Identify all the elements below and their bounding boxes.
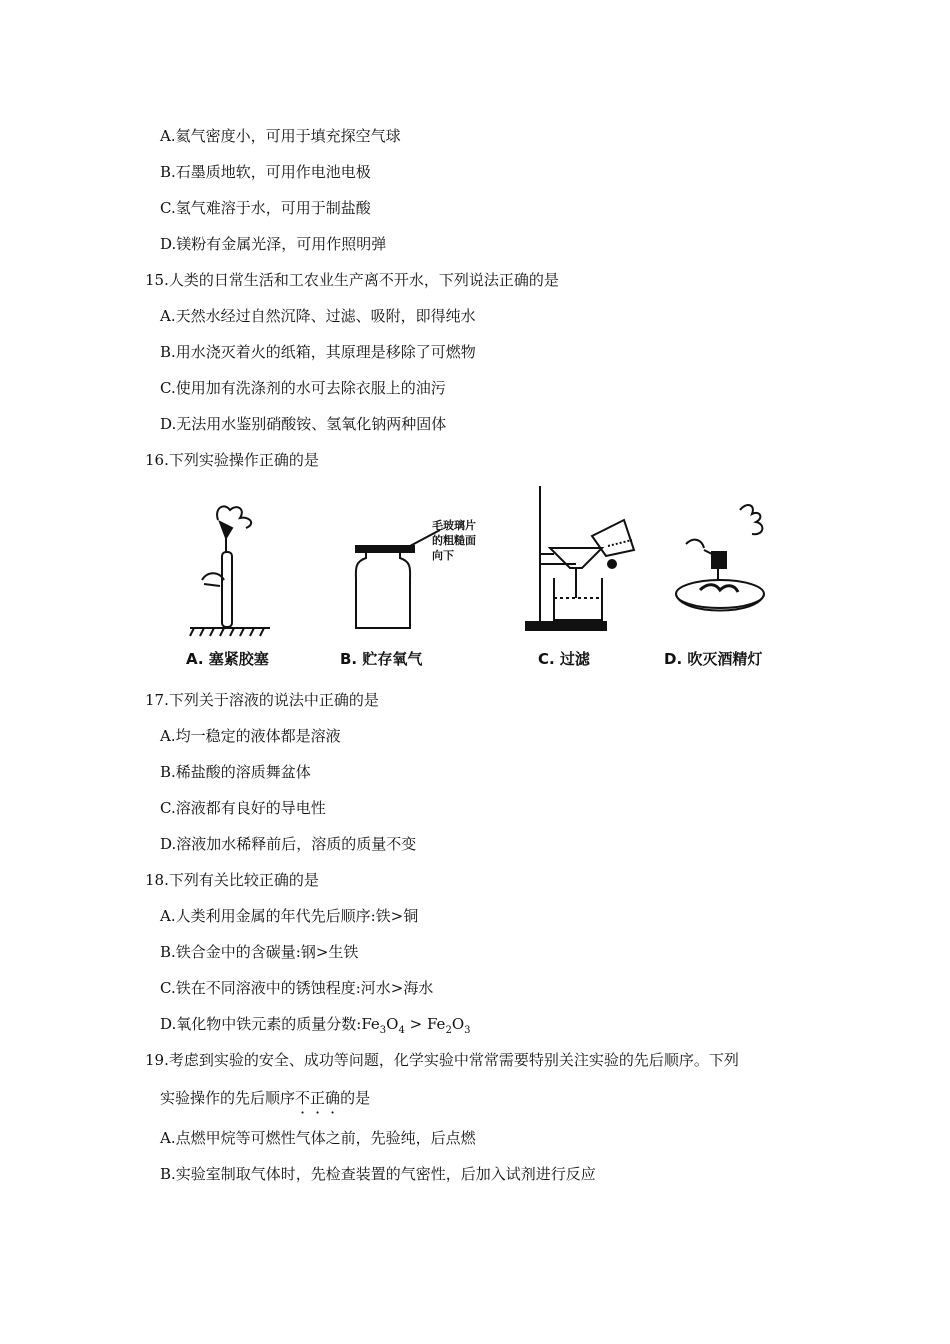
- figure-c: [520, 480, 680, 670]
- q14-option-c: C.氢气难溶于水，可用于制盐酸: [160, 199, 371, 217]
- alcohol-lamp-illustration: [660, 480, 820, 640]
- caption-d: D. 吹灭酒精灯: [664, 650, 763, 668]
- q17-option-a: A.均一稳定的液体都是溶液: [160, 727, 341, 745]
- q18-stem: 18.下列有关比较正确的是: [145, 871, 319, 889]
- q18-option-b: B.铁合金中的含碳量:钢>生铁: [160, 943, 359, 961]
- q15-option-d: D.无法用水鉴别硝酸铵、氢氧化钠两种固体: [160, 415, 447, 433]
- greater-than: >: [404, 1015, 427, 1033]
- glass-plate-note: 毛玻璃片 的粗糙面 向下: [432, 519, 476, 562]
- q19-option-a: A.点燃甲烷等可燃性气体之前，先验纯，后点燃: [160, 1129, 476, 1147]
- q15-option-b: B.用水浇灭着火的纸箱，其原理是移除了可燃物: [160, 343, 476, 361]
- q18-option-a: A.人类利用金属的年代先后顺序:铁>铜: [160, 907, 419, 925]
- emphasis-char: 不: [295, 1089, 311, 1107]
- formula-fe2o3: $Fe_2O_3$: [426, 1015, 471, 1036]
- caption-b: B. 贮存氧气: [340, 650, 423, 668]
- q14-option-d: D.镁粉有金属光泽，可用作照明弹: [160, 235, 387, 253]
- emphasis-char: 正: [310, 1089, 326, 1107]
- q19-stem-line1: 19.考虑到实验的安全、成功等问题，化学实验中常常需要特别关注实验的先后顺序。下列: [145, 1051, 739, 1069]
- q18-option-d-text: D.氧化物中铁元素的质量分数:: [160, 1015, 362, 1033]
- q16-stem: 16.下列实验操作正确的是: [145, 451, 319, 469]
- q17-stem: 17.下列关于溶液的说法中正确的是: [145, 691, 379, 709]
- figure-d: [660, 480, 820, 670]
- q16-figures: [180, 480, 820, 670]
- figure-b: [330, 480, 510, 670]
- q19-option-b: B.实验室制取气体时，先检查装置的气密性，后加入试剂进行反应: [160, 1165, 596, 1183]
- q15-stem: 15.人类的日常生活和工农业生产离不开水，下列说法正确的是: [145, 271, 559, 289]
- emphasis-char: 确: [325, 1089, 341, 1107]
- q17-option-b: B.稀盐酸的溶质舞盆体: [160, 763, 311, 781]
- q15-option-a: A.天然水经过自然沉降、过滤、吸附，即得纯水: [160, 307, 476, 325]
- formula-fe3o4: $Fe_3O_4$: [361, 1015, 405, 1036]
- q18-option-c: C.铁在不同溶液中的锈蚀程度:河水>海水: [160, 979, 434, 997]
- test-tube-stopper-illustration: [180, 480, 300, 640]
- caption-c: C. 过滤: [538, 650, 590, 668]
- q19-stem-line2: 实验操作的先后顺序不正确的是: [160, 1089, 371, 1107]
- q14-option-a: A.氦气密度小，可用于填充探空气球: [160, 127, 401, 145]
- q17-option-c: C.溶液都有良好的导电性: [160, 799, 326, 817]
- figure-a: [180, 480, 300, 670]
- q18-option-d: [160, 1014, 471, 1041]
- q17-option-d: D.溶液加水稀释前后，溶质的质量不变: [160, 835, 417, 853]
- q14-option-b: B.石墨质地软，可用作电池电极: [160, 163, 371, 181]
- filtration-illustration: [520, 480, 680, 640]
- q15-option-c: C.使用加有洗涤剂的水可去除衣服上的油污: [160, 379, 446, 397]
- caption-a: A. 塞紧胶塞: [186, 650, 269, 668]
